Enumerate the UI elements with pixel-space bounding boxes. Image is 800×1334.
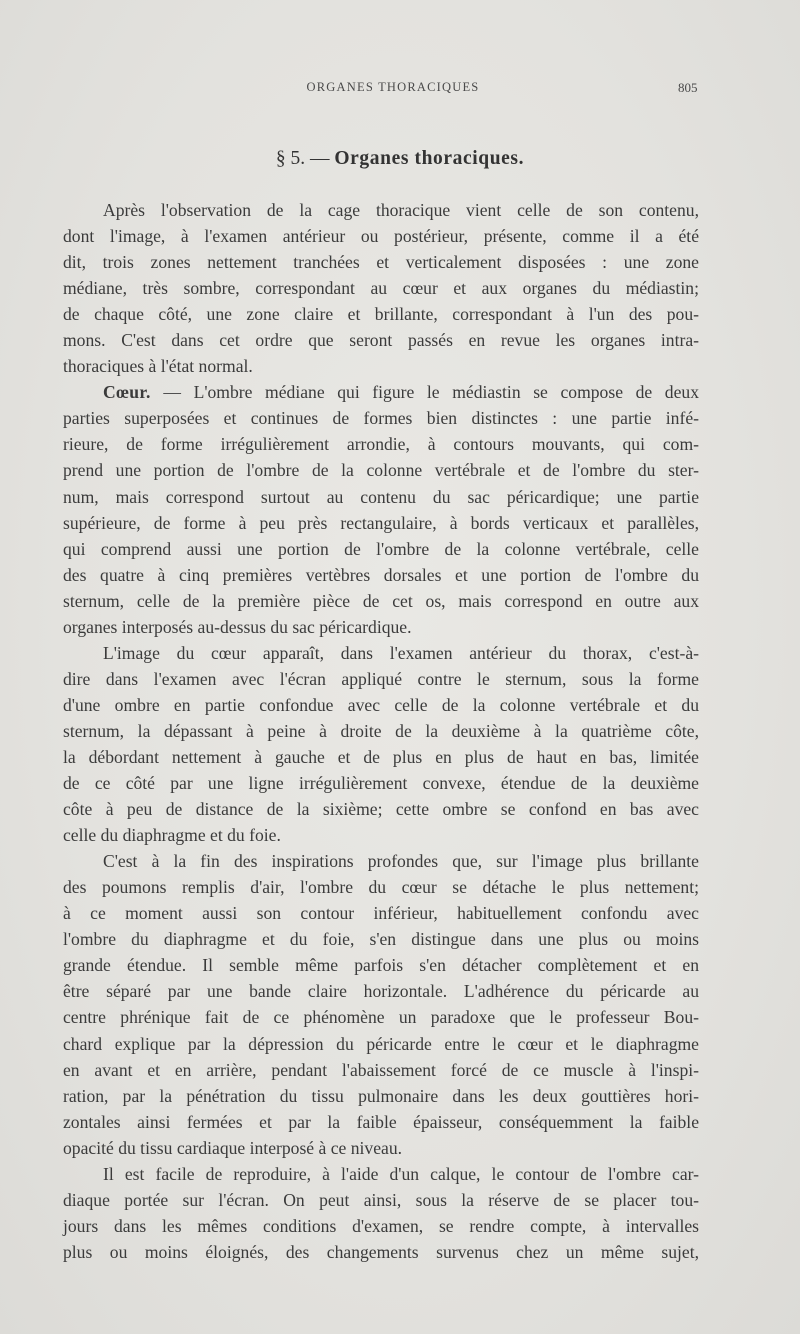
text-line: côte à peu de distance de la sixième; cette ombre se confond en bas avec	[63, 799, 699, 820]
text-line: opacité du tissu cardiaque interposé à ce niveau.	[63, 1137, 403, 1158]
text-line: num, mais correspond surtout au contenu du sac péricardique; une partie	[63, 486, 699, 507]
text-line: à ce moment aussi son contour inférieur, habituellement confondu avec	[63, 903, 699, 924]
text-line-rest: — L'ombre médiane qui figure le médiastin se compose de deux	[150, 382, 699, 403]
text-line: zontales ainsi fermées et par la faible épaisseur, conséquemment la faible	[63, 1111, 699, 1132]
text-line: diaque portée sur l'écran. On peut ainsi, sous la réserve de se placer tou-	[63, 1189, 699, 1210]
section-number: § 5. —	[275, 148, 330, 169]
text-line: en avant et en arrière, pendant l'abaissement forcé de ce muscle à l'inspi-	[63, 1059, 699, 1080]
text-line: qui comprend aussi une portion de l'ombre de la colonne vertébrale, celle	[63, 538, 699, 559]
text-line: supérieure, de forme à peu près rectangulaire, à bords verticaux et parallèles,	[63, 512, 699, 533]
text-line: plus ou moins éloignés, des changements survenus chez un même sujet,	[63, 1241, 699, 1262]
text-line: de ce côté par une ligne irrégulièrement convexe, étendue de la deuxième	[63, 773, 699, 794]
text-line: des poumons remplis d'air, l'ombre du cœur se détache le plus nettement;	[63, 877, 699, 898]
text-line: sternum, celle de la première pièce de cet os, mais correspond en outre aux	[63, 590, 699, 611]
text-line: ration, par la pénétration du tissu pulmonaire dans les deux gouttières hori-	[63, 1085, 699, 1106]
text-line: l'ombre du diaphragme et du foie, s'en distingue dans une plus ou moins	[63, 929, 699, 950]
section-heading	[0, 148, 800, 170]
text-line: rieure, de forme irrégulièrement arrondie, à contours mouvants, qui com-	[63, 434, 699, 455]
text-line: de chaque côté, une zone claire et brillante, correspondant à l'un des pou-	[63, 304, 699, 325]
body-text	[63, 197, 699, 1265]
text-line: médiane, très sombre, correspondant au cœur et aux organes du médiastin;	[63, 278, 699, 299]
text-line: jours dans les mêmes conditions d'examen, se rendre compte, à intervalles	[63, 1215, 699, 1236]
text-line: celle du diaphragme et du foie.	[63, 825, 281, 846]
text-line: C'est à la fin des inspirations profondes que, sur l'image plus brillante	[103, 851, 699, 872]
text-line: dont l'image, à l'examen antérieur ou postérieur, présente, comme il a été	[63, 226, 699, 247]
runin-heading-coeur: Cœur.	[103, 382, 151, 403]
text-line: grande étendue. Il semble même parfois s'en détacher complètement et en	[63, 955, 699, 976]
text-line: chard explique par la dépression du péricarde entre le cœur et le diaphragme	[63, 1033, 699, 1054]
text-line: sternum, la dépassant à peine à droite de la deuxième à la quatrième côte,	[63, 720, 699, 741]
text-line-coeur	[63, 379, 699, 405]
running-title: ORGANES THORACIQUES	[306, 80, 480, 94]
text-line: la débordant nettement à gauche et de plus en plus de haut en bas, limitée	[63, 746, 699, 767]
text-line: dit, trois zones nettement tranchées et verticalement disposées : une zone	[63, 252, 699, 273]
text-line: prend une portion de l'ombre de la colonne vertébrale et de l'ombre du ster-	[63, 460, 699, 481]
text-line: des quatre à cinq premières vertèbres dorsales et une portion de l'ombre du	[63, 564, 699, 585]
text-line: dire dans l'examen avec l'écran appliqué contre le sternum, sous la forme	[63, 668, 699, 689]
section-title: Organes thoraciques.	[334, 148, 525, 169]
text-line: mons. C'est dans cet ordre que seront passés en revue les organes intra-	[63, 330, 699, 351]
text-line: Il est facile de reproduire, à l'aide d'un calque, le contour de l'ombre car-	[103, 1163, 699, 1184]
running-header	[0, 80, 800, 100]
text-line: centre phrénique fait de ce phénomène un paradoxe que le professeur Bou-	[63, 1007, 699, 1028]
text-line: être séparé par une bande claire horizontale. L'adhérence du péricarde au	[63, 981, 699, 1002]
text-line: organes interposés au-dessus du sac péricardique.	[63, 616, 412, 637]
text-line: Après l'observation de la cage thoracique vient celle de son contenu,	[103, 200, 699, 220]
text-line: L'image du cœur apparaît, dans l'examen antérieur du thorax, c'est-à-	[103, 642, 699, 663]
page-number: 805	[678, 80, 698, 95]
text-line: d'une ombre en partie confondue avec celle de la colonne vertébrale et du	[63, 694, 699, 715]
text-line: thoraciques à l'état normal.	[63, 356, 253, 377]
text-line: parties superposées et continues de formes bien distinctes : une partie infé-	[63, 408, 699, 429]
